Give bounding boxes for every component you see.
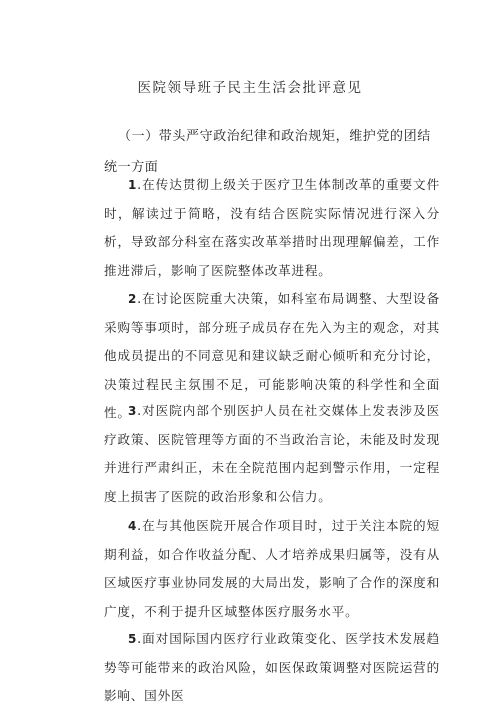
paragraph-1 (104, 171, 440, 285)
paragraph-number: 3 (128, 404, 138, 418)
paragraph-3 (104, 397, 440, 511)
paragraph-text: .对医院内部个别医护人员在社交媒体上发表涉及医疗政策、医院管理等方面的不当政治言论，未能及时发现并进行严肃纠正，未在全院范围内起到警示作用，一定程度上损害了医院的政治形象和公信力。 (104, 403, 440, 504)
paragraph-text: .在讨论医院重大决策，如科室布局调整、大型设备采购等事项时，部分班子成员存在先入为主的观念，对其他成员提出的不同意见和建议缺乏耐心倾听和充分讨论，决策过程民主氛围不足，可能影响决策的科学性和全面性。 (104, 291, 440, 420)
paragraph-number: 5 (128, 632, 138, 646)
paragraph-number: 2 (128, 292, 138, 306)
paragraph-number: 4 (128, 519, 138, 533)
paragraph-4 (104, 512, 440, 626)
section-heading: （一）带头严守政治纪律和政治规矩，维护党的团结统一方面 (104, 129, 431, 175)
paragraph-number: 1 (128, 178, 138, 192)
paragraph-text: .在与其他医院开展合作项目时，过于关注本院的短期利益，如合作收益分配、人才培养成果归属等，没有从区域医疗事业协同发展的大局出发，影响了合作的深度和广度，不利于提升区域整体医疗服务水平。 (104, 518, 440, 619)
paragraph-text: .在传达贯彻上级关于医疗卫生体制改革的重要文件时，解读过于简略，没有结合医院实际情况进行深入分析，导致部分科室在落实改革举措时出现理解偏差，工作推进滞后，影响了医院整体改革进程。 (104, 177, 440, 278)
paragraph-text: .面对国际国内医疗行业政策变化、医学技术发展趋势等可能带来的政治风险，如医保政策调整对医院运营的影响、国外医 (104, 631, 440, 703)
document-title: 医院领导班子民主生活会批评意见 (137, 80, 363, 96)
paragraph-5 (104, 625, 440, 711)
